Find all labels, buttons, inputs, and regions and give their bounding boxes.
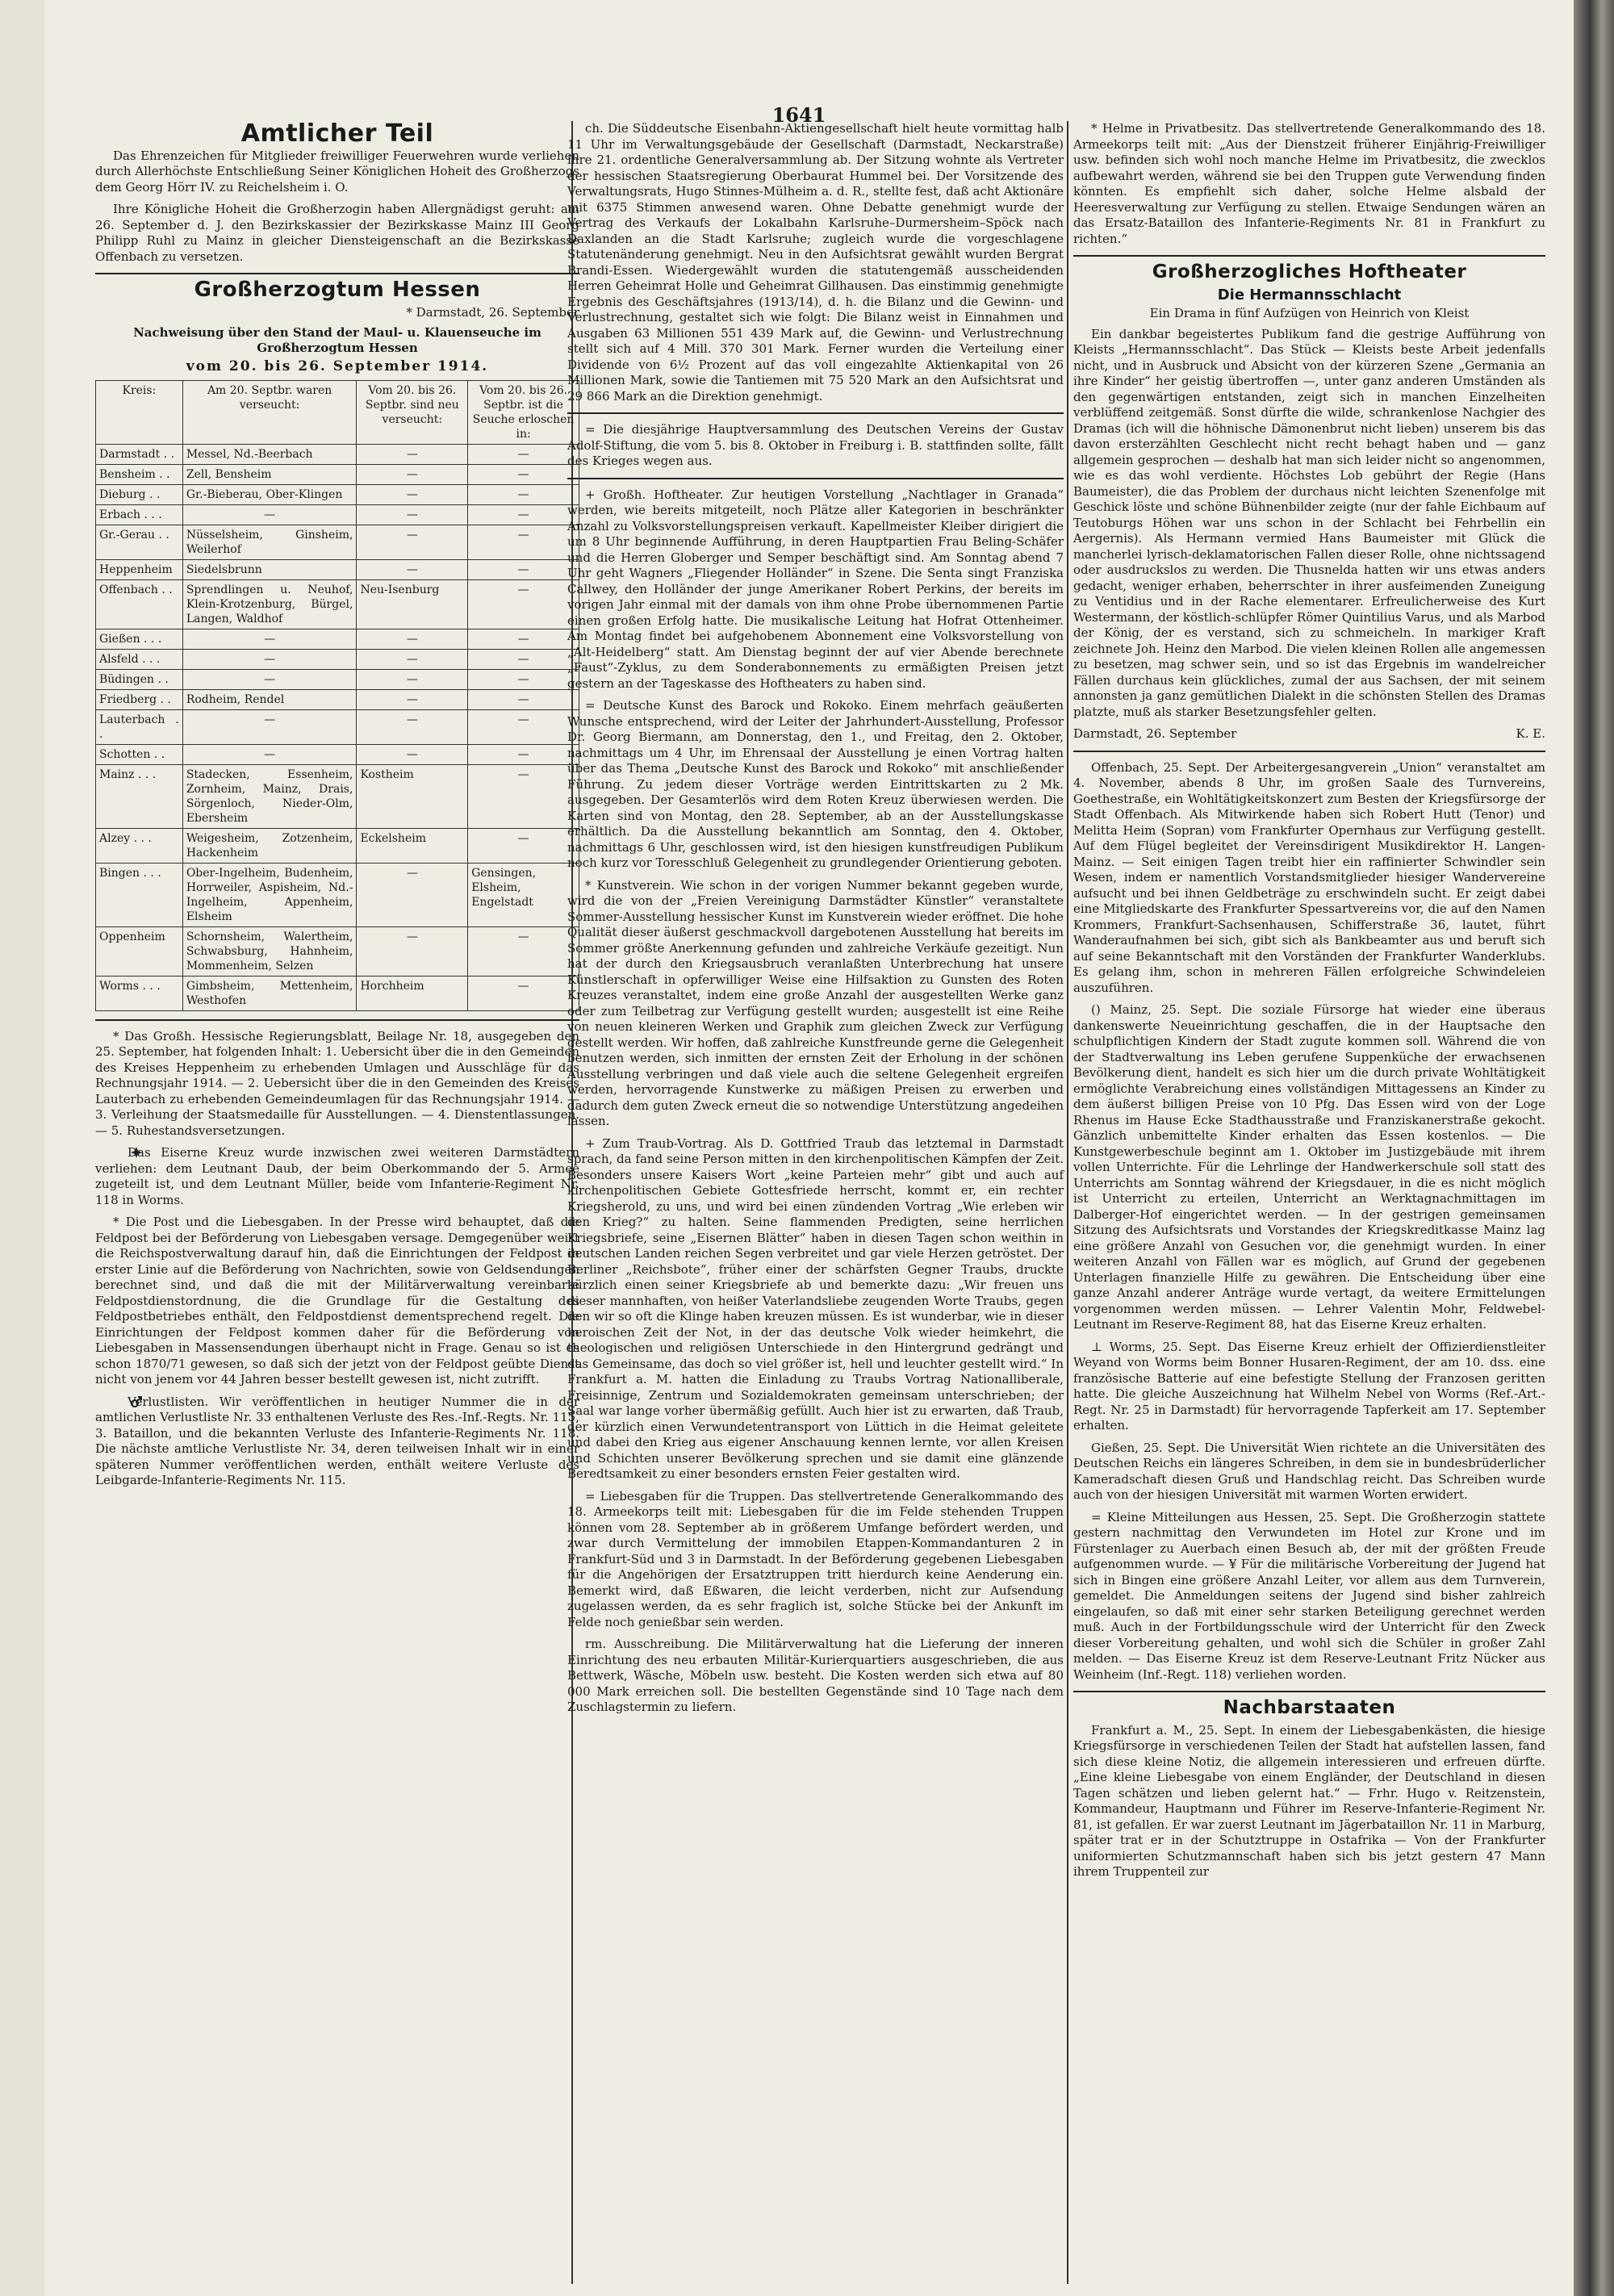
article-ehrenzeichen: Das Ehrenzeichen für Mitglieder freiwilliger Feuerwehren wurde verliehen durch Allerhöchste Entschließung Seiner Königlichen Hoheit des Großherzogs dem Georg Hörr IV. zu Reichelsheim i. O. [95, 148, 579, 194]
divider [1073, 751, 1545, 752]
seuche-table-body [96, 444, 579, 1010]
cell-neu: Horchheim [357, 976, 468, 1010]
divider [95, 273, 579, 274]
cell-kreis: Erbach . . . [96, 504, 183, 525]
table-row [96, 464, 579, 484]
cell-kreis: Dieburg . . [96, 484, 183, 504]
cell-erloschen: — [468, 559, 579, 579]
article-giessen: Gießen, 25. Sept. Die Universität Wien richtete an die Universitäten des Deutschen Reichs ein längeres Schreiben, in dem sie in bundesbrüderlicher Kameradschaft diesen Gruß und Handschlag reicht. Das Schreiben wurde auch von der hiesigen Universität mit warmen Worten erwidert. [1073, 1440, 1545, 1502]
hoftheater-line: Ein Drama in fünf Aufzügen von Heinrich von Kleist [1149, 306, 1470, 320]
cell-verseucht: — [182, 744, 357, 764]
cell-erloschen: — [468, 689, 579, 709]
article-hoftheater-note: + Großh. Hoftheater. Zur heutigen Vorstellung „Nachtlager in Granada“ werden, wie bereits mitgeteilt, noch Plätze aller Kategorien in beschränkter Anzahl zu Volksvorstellungspreisen verkauft. Kapellmeister Kleiber dirigiert die um 8 Uhr beginnende Aufführung, in deren Hauptpartien Frau Beling-Schäfer und die Herren Globerger und Semper beschäftigt sind. Am Sonntag abend 7 Uhr geht Wagners „Fliegender Holländer“ in Szene. Die Senta singt Franziska Callwey, den Holländer der junge Amerikaner Robert Perkins, der bereits im vorigen Jahr einmal mit der damals von ihm ohne Probe übernommenen Partie einen großen Erfolg hatte. Die musikalische Leitung hat Hofrat Ottenheimer. Am Montag findet bei aufgehobenem Abonnement eine Volksvorstellung von „Alt-Heidelberg“ statt. Am Dienstag beginnt der auf vier Abende berechnete „Faust“-Zyklus, zu dem Sonderabonnements zu ermäßigten Preisen jetzt gestern an der Tageskasse des Hoftheaters zu haben sind. [567, 487, 1064, 691]
cell-kreis: Heppenheim [96, 559, 183, 579]
cell-kreis: Büdingen . . [96, 669, 183, 689]
hoftheater-subheading: Die Hermannsschlacht [1217, 286, 1402, 303]
book-binding [1574, 0, 1614, 2296]
article-adolf-stiftung: = Die diesjährige Hauptversammlung des Deutschen Vereins der Gustav Adolf-Stiftung, die vom 5. bis 8. Oktober in Freiburg i. B. stattfinden sollte, fällt des Krieges wegen aus. [567, 422, 1064, 468]
table-row [96, 744, 579, 764]
eisernes-kreuz-text: Das Eiserne Kreuz wurde inzwischen zwei weiteren Darmstädtern verliehen: dem Leutnant Daub, der beim Oberkommando der 5. Armee zugeteilt ist, und dem Leutnant Müller, beide vom Infanterie-Regiment Nr. 118 in Worms. [95, 1145, 579, 1207]
hessen-dateline: * Darmstadt, 26. September [406, 304, 579, 320]
cell-erloschen: — [468, 976, 579, 1010]
divider [1073, 255, 1545, 257]
article-kunst-barock: = Deutsche Kunst des Barock und Rokoko. Einem mehrfach geäußerten Wunsche entsprechend, wird der Leiter der Jahrhundert-Ausstellung, Professor Dr. Georg Biermann, am Donnerstag, den 1., und Freitag, den 2. Oktober, nachmittags um 4 Uhr, im Ehrensaal der Ausstellung je einen Vortrag halten über das Thema „Deutsche Kunst des Barock und Rokoko“ mit anschließender Führung. Zu jedem dieser Vorträge werden Eintrittskarten zu 2 Mk. ausgegeben. Der Gesamterlös wird dem Roten Kreuz überwiesen werden. Die Karten sind von Montag, den 28. September, ab an der Ausstellungskasse erhältlich. Da die Ausstellung bekanntlich am Sonntag, den 4. Oktober, nachmittags 6 Uhr, geschlossen wird, ist den hiesigen kunstfreudigen Publikum noch kurz vor Toresschluß Gelegenheit zu grundlegender Orientierung geboten. [567, 698, 1064, 870]
left-margin-strip [0, 0, 45, 2296]
cell-neu: — [357, 444, 468, 464]
cell-erloschen: — [468, 649, 579, 669]
cell-erloschen: — [468, 744, 579, 764]
article-post: * Die Post und die Liebesgaben. In der Presse wird behauptet, daß die Feldpost bei der Beförderung von Liebesgaben versage. Demgegenüber weist die Reichspostverwaltung darauf hin, daß die Einrichtungen der Feldpost in erster Linie auf die Beförderung von Nachrichten, sowie von Geldsendungen berechnet sind, und daß die mit der Militärverwaltung vereinbarte Feldpostdienstordnung, die die Grundlage für die Gestaltung des Feldpostbetriebes enthält, den Feldpostdienst dementsprechend regelt. Die Einrichtungen der Feldpost kommen daher für die Beförderung von Liebesgaben in Massensendungen überhaupt nicht in Frage. Genau so ist es schon 1870/71 gewesen, so daß sich der jetzt von der Feldpost geübte Dienst nicht von jenem vor 44 Jahren besser bestellt gewesen ist, nicht zutrifft. [95, 1215, 579, 1386]
divider [1073, 1691, 1545, 1692]
article-mainz: () Mainz, 25. Sept. Die soziale Fürsorge hat wieder eine überaus dankenswerte Neueinrichtung geschaffen, die in der Hauptsache den schulpflichtigen Kindern der Stadt zugute kommen soll. Während die von der Stadtverwaltung ins Leben gerufene Suppenküche der erwachsenen Bevölkerung dient, handelt es sich hier um die durch private Wohltätigkeit ermöglichte Verabreichung eines vollständigen Mittagessens an Kinder zu dem äußerst billigen Preise von 10 Pfg. Das Essen wird von der Loge Rhenus im Hause Ecke Stadthausstraße und Franziskanerstraße gekocht. Gänzlich unbemittelte Kinder erhalten das Essen kostenlos. — Die Kunstgewerbeschule beginnt am 1. Oktober im Justizgebäude mit ihrem vollen Unterrichte. Für die Lehrlinge der Handwerkerschule soll statt des Unterrichts am Sonntag während der Kriegsdauer, in die es nicht möglich ist Unterricht zu erteilen, Unterricht an Werktagnachmittagen im Dalberger-Hof eingerichtet werden. — In der gestrigen gemeinsamen Sitzung des Aufsichtsrats und Vorstandes der Kriegskreditkasse Mainz lag eine größere Anzahl von Gesuchen vor, die genehmigt wurden. In einer weiteren Anzahl von Fällen war es möglich, auf Grund der gegebenen Unterlagen finanzielle Hilfe zu gewähren. Die Entscheidung über eine ganze Anzahl anderer Anträge wurde vertagt, da weitere Ermittelungen vorgenommen werden müssen. — Lehrer Valentin Mohr, Feldwebel-Leutnant im Reserve-Regiment 88, hat das Eiserne Kreuz erhalten. [1073, 1002, 1545, 1332]
article-helme: * Helme in Privatbesitz. Das stellvertretende Generalkommando des 18. Armeekorps teilt mit: „Aus der Dienstzeit früherer Einjährig-Freiwilliger usw. befinden sich wohl noch manche Helme im Privatbesitz, die zwecklos aufbewahrt werden, während sie bei den Truppen gute Verwendung finden könnten. Es empfiehlt sich daher, solche Helme alsbald der Heeresverwaltung zur Verfügung zu stellen. Etwaige Sendungen wären an das Ersatz-Bataillon des Infanterie-Regiments Nr. 81 in Frankfurt zu richten.“ [1073, 121, 1545, 246]
table-header-row [96, 380, 579, 444]
table-row [96, 484, 579, 504]
cell-neu: — [357, 559, 468, 579]
cell-erloschen: — [468, 504, 579, 525]
table-row [96, 689, 579, 709]
cell-verseucht: Sprendlingen u. Neuhof, Klein-Krotzenburg, Bürgel, Langen, Waldhof [182, 579, 357, 629]
cell-verseucht: Messel, Nd.-Beerbach [182, 444, 357, 464]
cell-erloschen: — [468, 709, 579, 744]
cell-neu: Neu-Isenburg [357, 579, 468, 629]
cell-kreis: Worms . . . [96, 976, 183, 1010]
table-row [96, 649, 579, 669]
cell-verseucht: Siedelsbrunn [182, 559, 357, 579]
table-row [96, 629, 579, 649]
seuche-table [95, 380, 579, 1011]
cell-verseucht: Gr.-Bieberau, Ober-Klingen [182, 484, 357, 504]
cell-kreis: Alsfeld . . . [96, 649, 183, 669]
table-row [96, 926, 579, 976]
cell-verseucht: — [182, 669, 357, 689]
article-worms: ⊥ Worms, 25. Sept. Das Eiserne Kreuz erhielt der Offizierdienstleiter Weyand von Worms beim Bonner Husaren-Regiment, der am 10. dss. eine französische Batterie auf eine befestigte Stellung der Franzosen geritten hatte. Die gleiche Auszeichnung hat Wilhelm Nebel von Worms (Ref.-Art.-Regt. Nr. 25 in Darmstadt) für hervorragende Tapferkeit am 17. September erhalten. [1073, 1339, 1545, 1432]
seuche-table-title: Nachweisung über den Stand der Maul- u. Klauenseuche im Großherzogtum Hessen [133, 325, 541, 355]
cell-neu: — [357, 484, 468, 504]
cell-kreis: Gr.-Gerau . . [96, 525, 183, 559]
table-row [96, 525, 579, 559]
th-neu-verseucht: Vom 20. bis 26. Septbr. sind neu verseucht: [357, 380, 468, 444]
cell-erloschen: — [468, 464, 579, 484]
cell-erloschen: — [468, 926, 579, 976]
cell-erloschen: — [468, 828, 579, 863]
article-offenbach: Offenbach, 25. Sept. Der Arbeitergesangverein „Union“ veranstaltet am 4. November, abends 8 Uhr, im großen Saale des Turnvereins, Goethestraße, ein Wohltätigkeitskonzert zum Besten der Kriegsfürsorge der Stadt Offenbach. Als Mitwirkende haben sich Robert Hutt (Tenor) und Melitta Heim (Sopran) vom Frankfurter Opernhaus zur Verfügung gestellt. Auf dem Flügel begleitet der Vereinsdirigent Musikdirektor H. Langen-Mainz. — Seit einigen Tagen treibt hier ein raffinierter Schwindler sein Wesen, indem er namentlich Vorstandsmitglieder hiesiger Wandervereine aufsucht und bei ihnen Geldbeträge zu erschwindeln sucht. Er zeigt dabei eine Mitgliedskarte des Frankfurter Spessartvereins vor, die auf den Namen Krommers, Frankfurt-Sachsenhausen, Schifferstraße 36, lautet, führt Wanderaufnahmen bei sich, gibt sich als Bankbeamter aus und beruft sich auf seine Bekanntschaft mit den Vorständen der Frankfurter Wanderklubs. Es gelang ihm, schon in mehreren Fällen erfolgreiche Schwindeleien auszuführen. [1073, 759, 1545, 995]
article-kunstverein: * Kunstverein. Wie schon in der vorigen Nummer bekannt gegeben wurde, wird die von der „Freien Vereinigung Darmstädter Künstler“ veranstaltete Sommer-Ausstellung hessischer Kunst im Kunstverein wieder eröffnet. Die hohe Qualität dieser äußerst geschmackvoll dargebotenen Ausstellung hat bereits im Sommer größte Anerkennung gefunden und zahlreiche Verkäufe gezeitigt. Nun hat der durch den Kriegsausbruch veranlaßten Unterbrechung hat unsere Künstlerschaft in opferwilliger Weise eine Hilfsaktion zu Gunsten des Roten Kreuzes veranstaltet, indem eine große Anzahl der ausgestellten Werke ganz oder zum Teilbetrag zur Verfügung gestellt wurden; ausgestellt ist eine Reihe von neuen kleineren Werken und Graphik zum gleichen Zweck zur Verfügung gestellt werden. Wir hoffen, daß zahlreiche Kunstfreunde gerne die Gelegenheit benutzen werden, sich inmitten der ernsten Zeit der Erholung in der schönen Ausstellung verbringen und daß viele auch die seltene Gelegenheit ergreifen werden, hervorragende Kunstwerke zu mäßigen Preisen zu erwerben und dadurch dem guten Zweck erneut die so notwendige Unterstützung angedeihen lassen. [567, 877, 1064, 1128]
cell-kreis: Bensheim . . [96, 464, 183, 484]
cell-neu: — [357, 709, 468, 744]
column-3 [1073, 121, 1545, 1887]
cell-erloschen: — [468, 525, 579, 559]
cell-verseucht: Weigesheim, Zotzenheim, Hackenheim [182, 828, 357, 863]
review-footer [1073, 726, 1545, 742]
cell-neu: — [357, 689, 468, 709]
article-verlustlisten [95, 1395, 579, 1489]
verlustlisten-text: Verlustlisten. Wir veröffentlichen in heutiger Nummer die in der amtlichen Verlustliste Nr. 33 enthaltenen Verluste des Res.-Inf.-Regts. Nr. 115, 3. Bataillon, und die bekannten Verluste des Infanterie-Regiments Nr. 118. Die nächste amtliche Verlustliste Nr. 34, deren teilweisen Inhalt wir in einer späteren Nummer veröffentlichen werden, enthält weitere Verluste des Leibgarde-Infanterie-Regiments Nr. 115. [95, 1394, 579, 1487]
cell-erloschen: — [468, 764, 579, 828]
table-row [96, 504, 579, 525]
seuche-table-period: vom 20. bis 26. September 1914. [186, 358, 489, 374]
table-row [96, 579, 579, 629]
column-rule-2 [1067, 121, 1068, 2284]
cell-erloschen: — [468, 579, 579, 629]
table-row [96, 828, 579, 863]
cell-kreis: Friedberg . . [96, 689, 183, 709]
cell-neu: — [357, 525, 468, 559]
cell-neu: — [357, 926, 468, 976]
article-eisernes-kreuz [95, 1145, 579, 1208]
cell-neu: — [357, 669, 468, 689]
cell-kreis: Offenbach . . [96, 579, 183, 629]
article-bezirkskassier: Ihre Königliche Hoheit die Großherzogin haben Allergnädigst geruht: am 26. September d. J. den Bezirkskassier der Bezirkskasse Mainz III Georg Philipp Ruhl zu Mainz in gleicher Diensteigenschaft an die Bezirkskasse Offenbach zu versetzen. [95, 202, 579, 264]
article-frankfurt: Frankfurt a. M., 25. Sept. In einem der Liebesgabenkästen, die hiesige Kriegsfürsorge in verschiedenen Teilen der Stadt hat aufstellen lassen, fand sich diese kleine Notiz, die allgemein interessieren und erfreuen dürfte. „Eine kleine Liebesgabe von einem Engländer, der Deutschland in diesen Tagen schätzen und lieben gelernt hat.“ — Frhr. Hugo v. Reitzenstein, Kommandeur, Hauptmann und Führer im Reserve-Infanterie-Regiment Nr. 81, ist gefallen. Er war zuerst Leutnant im Jägerbataillon Nr. 11 in Marburg, später trat er in der Schutztruppe in Ostafrika — Von der Frankfurter uniformierten Schutzmannschaft haben sich bis jetzt gestern 47 Mann ihrem Truppenteil zur [1073, 1722, 1545, 1879]
cell-verseucht: Gimbsheim, Mettenheim, Westhofen [182, 976, 357, 1010]
cell-erloschen: Gensingen, Elsheim, Engelstadt [468, 863, 579, 926]
column-2 [567, 121, 1064, 1722]
cell-verseucht: Nüsselsheim, Ginsheim, Weilerhof [182, 525, 357, 559]
article-eisenbahn: ch. Die Süddeutsche Eisenbahn-Aktiengesellschaft hielt heute vormittag halb 11 Uhr im Verwaltungsgebäude der Gesellschaft (Darmstadt, Neckarstraße) ihre 21. ordentliche Generalversammlung ab. Der Sitzung wohnte als Vertreter der hessischen Staatsregierung Oberbaurat Hummel bei. Der Vorsitzende des Verwaltungsrats, Hugo Stinnes-Mülheim a. d. R., stellte fest, daß acht Aktionäre mit 6375 Stimmen anwesend waren. Ohne Debatte genehmigt wurde der Vertrag des Verkaufs der Lokalbahn Karlsruhe–Durmersheim–Spöck nach Daxlanden an die Stadt Karlsruhe; zugleich wurde die vorgeschlagene Statutenänderung genehmigt. Neu in den Aufsichtsrat gewählt wurden Bergrat Brandi-Essen. Wiedergewählt wurden die statutengemäß ausscheidenden Herren Geheimrat Holle und Geheimrat Gillhausen. Das einstimmig genehmigte Ergebnis des Geschäftsjahres (1913/14), d. h. die Bilanz und die Gewinn- und Verlustrechnung, gestaltet sich wie folgt: Die Bilanz weist in Einnahmen und Ausgaben 63 Millionen 551 439 Mark auf, die Gewinn- und Verlustrechnung stellt sich auf 4 Mill. 370 301 Mark. Ferner wurden die Verteilung einer Dividende von 6½ Prozent auf das voll eingezahlte Aktienkapital von 26 Millionen Mark, sowie die Tantiemen mit 75 520 Mark an den Aufsichtsrat und 29 866 Mark an die Direktion genehmigt. [567, 121, 1064, 404]
table-row [96, 559, 579, 579]
cell-kreis: Mainz . . . [96, 764, 183, 828]
cell-kreis: Gießen . . . [96, 629, 183, 649]
divider [95, 1019, 579, 1021]
cell-erloschen: — [468, 629, 579, 649]
article-ausschreibung: rm. Ausschreibung. Die Militärverwaltung hat die Lieferung der inneren Einrichtung des neu erbauten Militär-Kurierquartiers ausgeschrieben, die aus Bettwerk, Wäsche, Möbeln usw. besteht. Die Kosten werden sich etwa auf 80 000 Mark erreichen soll. Die bestellten Gegenstände sind 10 Tage nach dem Zuschlagstermin zu liefern. [567, 1637, 1064, 1714]
table-row [96, 863, 579, 926]
cell-neu: — [357, 504, 468, 525]
hessen-heading: Großherzogtum Hessen [194, 278, 481, 302]
table-row [96, 444, 579, 464]
iron-cross-icon [113, 1147, 124, 1158]
th-kreis: Kreis: [96, 380, 183, 444]
table-row [96, 764, 579, 828]
article-liebesgaben-truppen: = Liebesgaben für die Truppen. Das stellvertretende Generalkommando des 18. Armeekorps teilt mit: Liebesgaben für die im Felde stehenden Truppen können vom 28. September ab in größerem Umfange befördert werden, und zwar durch Vermittelung der immobilen Etappen-Kommandanturen 2 in Frankfurt-Süd und 3 in Darmstadt. In der Beförderung gegebenen Liebesgaben für die Angehörigen der Ersatztruppen tritt hierdurch keine Aenderung ein. Bemerkt wird, daß Eßwaren, die leicht verderben, nicht zur Aufsendung zugelassen werden, da es sehr fraglich ist, solche Stücke bei der Ankunft im Felde noch genießbar sein werden. [567, 1488, 1064, 1629]
cell-neu: — [357, 464, 468, 484]
cell-neu: — [357, 863, 468, 926]
cell-verseucht: Schornsheim, Walertheim, Schwabsburg, Hahnheim, Mommenheim, Selzen [182, 926, 357, 976]
table-row [96, 709, 579, 744]
cell-verseucht: Zell, Bensheim [182, 464, 357, 484]
cell-neu: — [357, 649, 468, 669]
article-kleine-mitteilungen: = Kleine Mitteilungen aus Hessen, 25. Sept. Die Großherzogin stattete gestern nachmittag den Verwundeten im Hotel zur Krone und im Fürstenlager zu Auerbach einen Besuch ab, der mit der größten Freude aufgenommen wurde. — ¥ Für die militärische Vorbereitung der Jugend hat sich in Bingen eine größere Anzahl Leiter, vor allem aus dem Turnverein, gemeldet. Die Anmeldungen seitens der Jugend sind bisher zahlreich eingelaufen, so daß mit einer sehr starken Beteiligung gerechnet werden muß. Auch in der Fortbildungsschule wird der Unterricht für den Zweck dieser Vorbereitung gehalten, und wohl sich die Schüler in großer Zahl melden. — Das Eiserne Kreuz ist dem Reserve-Leutnant Fritz Nücker aus Weinheim (Inf.-Regt. 118) verliehen worden. [1073, 1509, 1545, 1682]
article-hoftheater-review: Ein dankbar begeistertes Publikum fand die gestrige Aufführung von Kleists „Hermannsschlacht“. Das Stück — Kleists beste Arbeit jedenfalls nicht, und in Ausbruck und Absicht von der kürzeren Szene „Germania an ihre Kinder“ her geistig übertroffen —, unter ganz anderen Umständen als den gegenwärtigen entstanden, zeigt sich in manchen Einzelheiten verblüffend zeitgemäß. Sonst dürfte die wilde, schrankenlose Nachgier des Dramas (ich will die höhnische Dämonenbrut nicht lieben) unserem bis das davon ersterzählten Geschlecht nicht recht behagt haben und — ganz allgemein gesprochen — deshalb hat man sich leider nicht so angenommen, wie es das wohl verdiente. Höchstes Lob gebührt der Regie (Hans Baumeister), die das Problem der durchaus nicht leichten Szenenfolge mit Geschick löste und schöne Bühnenbilder zeigte (nur der fahle Eichbaum auf Teutoburgs Höhen war uns schon in der Schlacht bei Fehrbellin ein Aergernis). Als Hermann vermied Hans Baumeister mit Glück die mancherlei lyrisch-deklamatorischen Fallen dieser Rolle, ohne nichtssagend oder ausdruckslos zu werden. Die Thusnelda hatten wir uns etwas anders gedacht, weniger erhaben, beherrschter in ihrer ausfeimenden Zuneigung zu Ventidius und in der Rache elementarer. Erfreulicherweise des Kurt Westermann, der köstlich-schlüpfer Römer Quintilius Varus, und als Marbod der König, der es verstand, sich zu schmeicheln. In markiger Kraft zeichnete Joh. Heinz den Marbod. Die vielen kleinen Rollen alle angemessen zu besetzen, mag schwer sein, und so ist das Ergebnis im wandelreicher Fällen durchaus kein glückliches, zumal der aus Sachsen, der mit seinem annonsten ja ganz gemütlichen Dialekt in die schönsten Stellen des Dramas platzte, muß als starker Besetzungsfehler gelten. [1073, 326, 1545, 719]
th-verseucht: Am 20. Septbr. waren verseucht: [182, 380, 357, 444]
cell-neu: — [357, 744, 468, 764]
cell-kreis: Schotten . . [96, 744, 183, 764]
cell-verseucht: Stadecken, Essenheim, Zornheim, Mainz, Drais, Sörgenloch, Nieder-Olm, Ebersheim [182, 764, 357, 828]
table-row [96, 976, 579, 1010]
cell-kreis: Lauterbach . . [96, 709, 183, 744]
amtlicher-teil-heading: Amtlicher Teil [240, 119, 434, 148]
cell-erloschen: — [468, 444, 579, 464]
cell-verseucht: — [182, 504, 357, 525]
table-row [96, 669, 579, 689]
cell-verseucht: — [182, 649, 357, 669]
cell-verseucht: Ober-Ingelheim, Budenheim, Horrweiler, Aspisheim, Nd.-Ingelheim, Appenheim, Elsheim [182, 863, 357, 926]
cell-erloschen: — [468, 484, 579, 504]
cell-kreis: Oppenheim [96, 926, 183, 976]
article-traub: + Zum Traub-Vortrag. Als D. Gottfried Traub das letztemal in Darmstadt sprach, da fand seine Person mitten in den kirchenpolitischen Kämpfen der Zeit. Besonders unsere Kaisers Wort „keine Parteien mehr“ gibt und auch auf kirchenpolitischen Gebiete Gottesfriede herrscht, kommt er, ein rechter Kriegsherold, zu uns, und wird bei einen zündenden Vortrag „Wie erleben wir den Krieg?“ zu halten. Seine flammenden Predigten, seine herrlichen Kriegsbriefe, seine „Eisernen Blätter“ haben in diesen Tagen schon weithin in deutschen Landen reichen Segen verbreitet und gar viele Herzen getröstet. Der Berliner „Reichsbote“, früher einer der schärfsten Gegner Traubs, druckte kürzlich einen seiner Kriegsbriefe ab und bemerkte dazu: „Wir freuen uns dieser mannhaften, von heißer Vaterlandsliebe zeugenden Worte Traubs, gegen den wir so oft die Klinge haben kreuzen müssen. Es ist wunderbar, wie in dieser heroischen Zeit der Not, in der das deutsche Volk wieder heimkehrt, die theologischen und religiösen Unterschiede in den Hintergrund gedrängt und das Gemeinsame, das doch so viel größer ist, hell und leuchter gestellt wird.“ In Frankfurt a. M. hatten die Einladung zu Traubs Vortrag Nationalliberale, Freisinnige, Zentrum und Sozialdemokraten gemeinsam unterschrieben; der Saal war lange vorher übermäßig gefüllt. Auch hier ist zu erwarten, daß Traub, der kürzlich einen Verwundetentransport von Lüttich in die Heimat geleitete und dabei den Krieg aus eigener Anschauung kennen lernte, vor allen Kreisen und Schichten unserer Bevölkerung sprechen und sie damit eine glänzende Beredtsamkeit zu einer besonders ernsten Feier gestalten wird. [567, 1135, 1064, 1481]
cell-neu: — [357, 629, 468, 649]
cell-verseucht: Rodheim, Rendel [182, 689, 357, 709]
cell-kreis: Bingen . . . [96, 863, 183, 926]
mars-symbol-icon [113, 1396, 124, 1407]
column-1 [95, 121, 579, 1495]
th-erloschen: Vom 20. bis 26. Septbr. ist die Seuche erloschen in: [468, 380, 579, 444]
cell-verseucht: — [182, 629, 357, 649]
review-dateline: Darmstadt, 26. September [1073, 726, 1237, 741]
divider [567, 478, 1064, 479]
cell-kreis: Alzey . . . [96, 828, 183, 863]
review-signature: K. E. [1516, 726, 1545, 741]
article-regierungsblatt: * Das Großh. Hessische Regierungsblatt, Beilage Nr. 18, ausgegeben den 25. September, hat folgenden Inhalt: 1. Uebersicht über die in den Gemeinden des Kreises Heppenheim zu erhebenden Umlagen und Ausschläge für das Rechnungsjahr 1914. — 2. Uebersicht über die in den Gemeinden des Kreises Lauterbach zu erhebenden Gemeindeumlagen für das Rechnungsjahr 1914. — 3. Verleihung der Staatsmedaille für Ausstellungen. — 4. Dienstentlassungen. — 5. Ruhestandsversetzungen. [95, 1028, 579, 1138]
cell-verseucht: — [182, 709, 357, 744]
nachbarstaaten-heading: Nachbarstaaten [1223, 1697, 1396, 1718]
page-number: 1641 [771, 103, 826, 127]
cell-kreis: Darmstadt . . [96, 444, 183, 464]
hoftheater-heading: Großherzogliches Hoftheater [1152, 261, 1467, 282]
cell-neu: Eckelsheim [357, 828, 468, 863]
cell-erloschen: — [468, 669, 579, 689]
divider [567, 412, 1064, 414]
cell-neu: Kostheim [357, 764, 468, 828]
